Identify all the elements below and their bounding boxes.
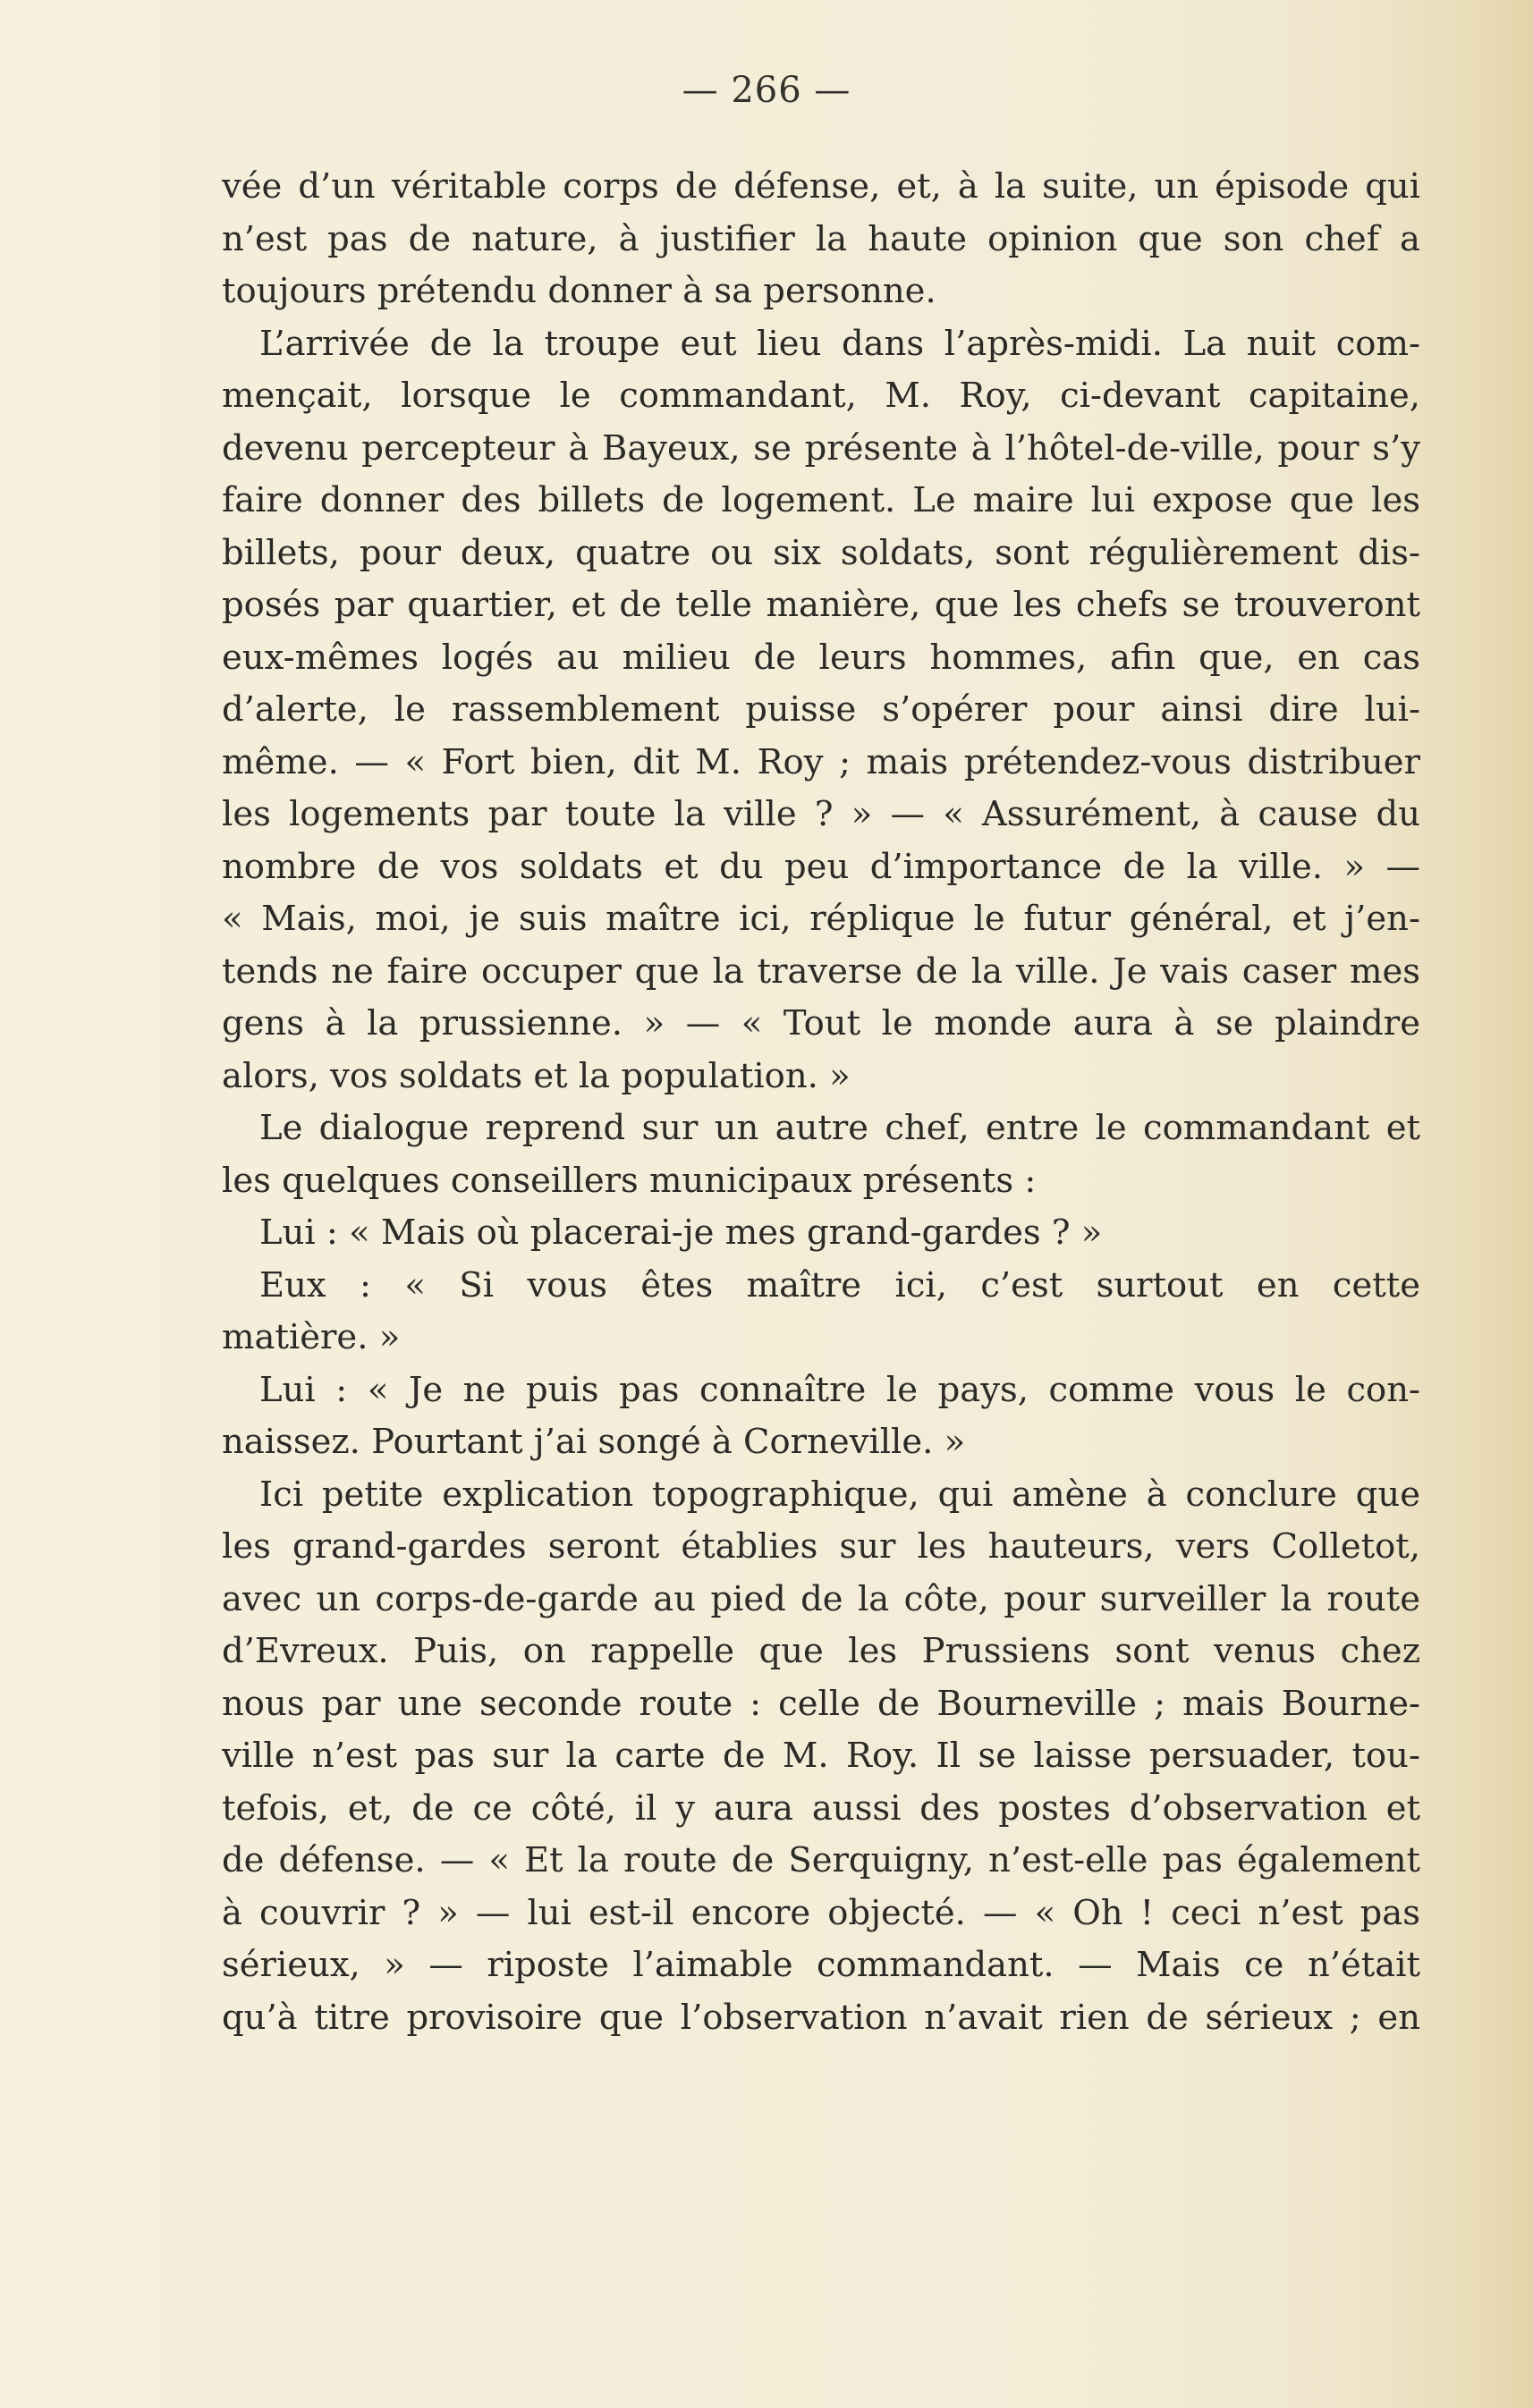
text-line: « Mais, moi, je suis maître ici, réplique le futur général, et j’en- <box>222 899 1420 939</box>
text-line: gens à la prussienne. » — « Tout le monde aura à se plaindre <box>222 1003 1420 1043</box>
text-line: de défense. — « Et la route de Serquigny, n’est-elle pas également <box>222 1840 1420 1880</box>
text-line: nous par une seconde route : celle de Bourneville ; mais Bourne- <box>222 1683 1420 1724</box>
text-line: matière. » <box>222 1317 401 1357</box>
text-line: même. — « Fort bien, dit M. Roy ; mais prétendez-vous distribuer <box>222 741 1420 782</box>
text-line: Lui : « Je ne puis pas connaître le pays, comme vous le con- <box>259 1369 1420 1410</box>
text-line: mençait, lorsque le commandant, M. Roy, ci-devant capitaine, <box>222 376 1420 416</box>
text-line: tefois, et, de ce côté, il y aura aussi des postes d’observation et <box>222 1787 1420 1829</box>
text-line: posés par quartier, et de telle manière, que les chefs se trouveront <box>222 585 1420 625</box>
text-line: billets, pour deux, quatre ou six soldats, sont régulièrement dis- <box>222 532 1420 573</box>
text-line: naissez. Pourtant j’ai songé à Corneville. » <box>222 1422 966 1462</box>
page-number: — 266 — <box>682 70 851 111</box>
text-line: d’alerte, le rassemblement puisse s’opérer pour ainsi dire lui- <box>222 689 1420 730</box>
text-line: tends ne faire occuper que la traverse de la ville. Je vais caser mes <box>222 951 1420 992</box>
text-line: n’est pas de nature, à justifier la haute opinion que son chef a <box>222 218 1420 259</box>
text-line: faire donner des billets de logement. Le maire lui expose que les <box>222 480 1420 520</box>
text-line: eux-mêmes logés au milieu de leurs hommes, afin que, en cas <box>222 637 1420 678</box>
text-line: d’Evreux. Puis, on rappelle que les Prussiens sont venus chez <box>222 1631 1420 1671</box>
text-line: devenu percepteur à Bayeux, se présente à l’hôtel-de-ville, pour s’y <box>222 427 1420 469</box>
text-line: sérieux, » — riposte l’aimable commandant. — Mais ce n’était <box>222 1945 1420 1985</box>
text-line: nombre de vos soldats et du peu d’importance de la ville. » — <box>222 846 1420 887</box>
text-line: Ici petite explication topographique, qui amène à conclure que <box>259 1474 1420 1515</box>
text-line: toujours prétendu donner à sa personne. <box>222 271 936 311</box>
text-line: les grand-gardes seront établies sur les hauteurs, vers Colletot, <box>222 1526 1420 1567</box>
text-line: vée d’un véritable corps de défense, et, à la suite, un épisode qui <box>222 166 1420 207</box>
text-line: qu’à titre provisoire que l’observation n’avait rien de sérieux ; en <box>222 1997 1420 2038</box>
text-line: alors, vos soldats et la population. » <box>222 1055 851 1096</box>
text-line: avec un corps-de-garde au pied de la côte, pour surveiller la route <box>222 1578 1420 1619</box>
text-line: à couvrir ? » — lui est-il encore objecté. — « Oh ! ceci n’est pas <box>222 1892 1420 1933</box>
text-line: les logements par toute la ville ? » — « Assurément, à cause du <box>222 794 1420 834</box>
text-line: ville n’est pas sur la carte de M. Roy. Il se laisse persuader, tou- <box>222 1736 1420 1776</box>
text-line: L’arrivée de la troupe eut lieu dans l’après-midi. La nuit com- <box>259 323 1420 364</box>
text-line: Lui : « Mais où placerai-je mes grand-gardes ? » <box>259 1212 1103 1253</box>
text-line: les quelques conseillers municipaux présents : <box>222 1160 1037 1201</box>
text-line: Le dialogue reprend sur un autre chef, entre le commandant et <box>259 1108 1420 1148</box>
body-text <box>222 161 1420 2044</box>
text-line: Eux : « Si vous êtes maître ici, c’est surtout en cette <box>259 1264 1420 1305</box>
